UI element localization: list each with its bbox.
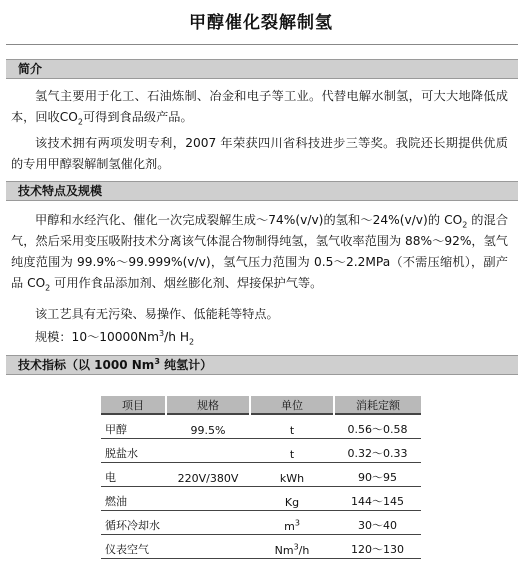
cell-unit (250, 511, 334, 535)
scale-sup: 3 (159, 328, 165, 338)
section-heading-intro: 简介 (6, 59, 518, 79)
cell-unit: Kg (250, 487, 334, 511)
cell-item: 仪表空气 (101, 535, 166, 559)
features-p1-sub2: 2 (45, 283, 51, 293)
features-paragraph-1 (11, 210, 508, 294)
intro-paragraph-2: 该技术拥有两项发明专利，2007 年荣获四川省科技进步三等奖。我院还长期提供优质的专用甲醇裂解制氢催化剂。 (11, 136, 508, 171)
cell-unit (250, 535, 334, 559)
col-header-spec: 规格 (166, 396, 250, 414)
col-header-unit: 单位 (250, 396, 334, 414)
cell-unit: t (250, 439, 334, 463)
unit-sup: 3 (294, 518, 300, 528)
table-row (101, 535, 421, 559)
cell-item: 甲醇 (101, 414, 166, 439)
cell-spec (166, 511, 250, 535)
specs-heading-b: 纯氢计） (159, 358, 213, 372)
features-p1-c: 可用作食品添加剂、烟丝膨化剂、焊接保护气等。 (50, 276, 323, 290)
cell-value: 144～145 (334, 487, 421, 511)
table-row (101, 463, 421, 487)
specs-heading-sup: 3 (154, 357, 160, 366)
features-p1-co2: CO (27, 276, 46, 290)
cell-value: 0.56～0.58 (334, 414, 421, 439)
cell-value: 0.32～0.33 (334, 439, 421, 463)
section-heading-specs (6, 355, 518, 375)
title-divider (6, 44, 518, 45)
cell-item: 脱盐水 (101, 439, 166, 463)
col-header-value: 消耗定额 (334, 396, 421, 414)
cell-spec (166, 439, 250, 463)
intro-p1-text: 氢气主要用于化工、石油炼制、冶金和电子等工业。代替电解水制氢，可大大地降低成本，回收 (11, 89, 508, 124)
unit-sup: 3 (293, 542, 299, 552)
features-scale (11, 327, 508, 348)
unit-tail: /h (298, 544, 310, 557)
cell-item: 电 (101, 463, 166, 487)
cell-spec: 220V/380V (166, 463, 250, 487)
cell-spec (166, 487, 250, 511)
section-heading-features: 技术特点及规模 (6, 181, 518, 201)
spec-table (101, 396, 421, 559)
cell-item: 循环冷却水 (101, 511, 166, 535)
cell-value: 120～130 (334, 535, 421, 559)
features-p1-sub: 2 (462, 220, 468, 230)
intro-p1-co: CO (59, 110, 78, 124)
unit-base: Nm (274, 544, 294, 557)
cell-spec: 99.5% (166, 414, 250, 439)
specs-heading-a: 技术指标（以 1000 Nm (18, 358, 155, 372)
scale-label: 规模：10～10000Nm (35, 330, 160, 344)
features-p1-co: CO (444, 213, 463, 227)
cell-value: 30～40 (334, 511, 421, 535)
intro-paragraph-1 (11, 86, 508, 128)
unit-base: m (284, 520, 295, 533)
intro-p1-tail: 可得到食品级产品。 (82, 110, 193, 124)
features-p1-a: 甲醇和水经汽化、催化一次完成裂解生成～74%(v/v)的氢和～24%(v/v)的 (35, 213, 445, 227)
cell-unit: t (250, 414, 334, 439)
page-title: 甲醇催化裂解制氢 (189, 13, 333, 33)
table-row (101, 439, 421, 463)
table-row (101, 414, 421, 439)
table-row (101, 487, 421, 511)
spec-table-header (101, 396, 421, 414)
cell-value: 90～95 (334, 463, 421, 487)
features-paragraph-2: 该工艺具有无污染、易操作、低能耗等特点。 (35, 307, 279, 321)
cell-item: 燃油 (101, 487, 166, 511)
table-row (101, 511, 421, 535)
cell-unit: kWh (250, 463, 334, 487)
scale-sub: 2 (189, 337, 195, 347)
cell-spec (166, 535, 250, 559)
intro-p1-sub: 2 (77, 117, 83, 127)
features-p1-b: 的混合气，然后采用变压吸附技术分离该气体混合物制得纯氢，氢气收率范围为 88%～92%，氢气纯度范围为 99.9%～99.999%(v/v)，氢气压力范围为 0.5～2.2MPa（不需压缩机），副产品 (11, 213, 509, 290)
scale-tail: /h H (164, 330, 189, 344)
col-header-item: 项目 (101, 396, 166, 414)
